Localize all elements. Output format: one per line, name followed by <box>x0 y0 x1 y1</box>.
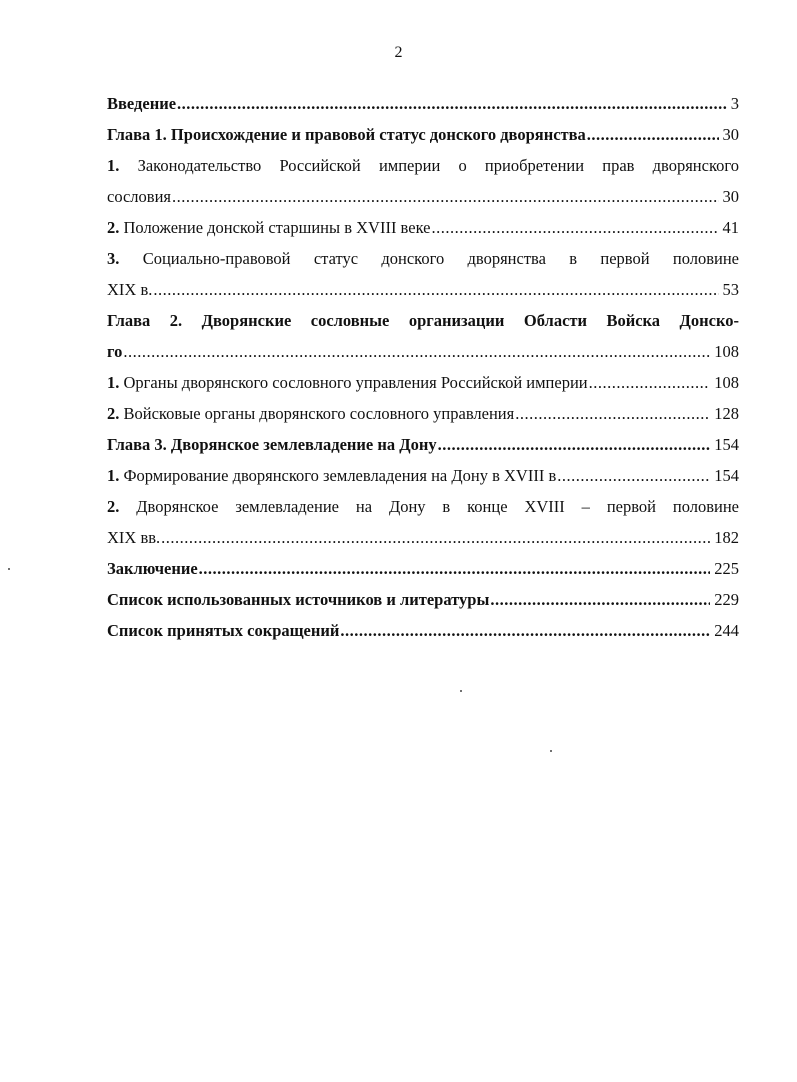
toc-entry-title: Дворянское землевладение на Дону в конце XVIII – первой половине <box>136 497 740 516</box>
toc-entry-title: Законодательство Российской империи о приобретении прав дворянского <box>137 156 739 175</box>
toc-entry-conclusion <box>107 553 739 584</box>
toc-entry-title-wrap <box>107 367 588 398</box>
section-number: 2. <box>107 218 120 237</box>
toc-entry-title: Список использованных источников и литературы <box>107 590 490 609</box>
leader-dots <box>515 398 710 429</box>
toc-entry-page: 154 <box>714 435 739 454</box>
leader-dots <box>177 88 727 119</box>
toc-entry-page: 30 <box>722 125 739 144</box>
scan-speck <box>550 750 552 752</box>
toc-entry-page: 53 <box>722 280 739 299</box>
toc-entry-chapter-3 <box>107 429 739 460</box>
toc-entry-title-continued: XIX вв. <box>107 528 161 547</box>
toc-entry-sources <box>107 584 739 615</box>
toc-entry-title-continued: XIX в. <box>107 280 153 299</box>
toc-entry-page: 41 <box>722 218 739 237</box>
leader-dots <box>589 367 711 398</box>
toc-entry-page: 244 <box>714 621 739 640</box>
toc-entry-abbreviations <box>107 615 739 646</box>
leader-dots <box>172 181 718 212</box>
toc-entry-page: 108 <box>714 342 739 361</box>
toc-entry-title: Формирование дворянского землевладения на Дону в XVIII в <box>123 466 557 485</box>
toc-entry-intro <box>107 88 739 119</box>
toc-entry-title-continued: го <box>107 342 123 361</box>
scan-speck <box>460 690 462 692</box>
toc-entry-page: 108 <box>714 373 739 392</box>
toc-entry-page: 3 <box>730 94 739 113</box>
leader-dots <box>199 553 711 584</box>
toc-entry-title: Социально-правовой статус донского дворянства в первой половине <box>142 249 739 268</box>
toc-entry-title: Глава 1. Происхождение и правовой статус донского дворянства <box>107 125 586 144</box>
toc-entry-chapter-2 <box>107 305 739 367</box>
toc-entry-page: 154 <box>714 466 739 485</box>
page-number: 2 <box>394 44 403 61</box>
toc-entry-chapter-2-section-2 <box>107 398 739 429</box>
toc-entry-line <box>107 243 739 274</box>
leader-dots <box>490 584 710 615</box>
leader-dots <box>123 336 710 367</box>
toc-entry-title: Введение <box>107 94 177 113</box>
toc-entry-chapter-1-section-2 <box>107 212 739 243</box>
section-number: 2. <box>107 497 120 516</box>
leader-dots <box>161 522 710 553</box>
toc-entry-chapter-3-section-2 <box>107 491 739 553</box>
toc-entry-title: Заключение <box>107 559 198 578</box>
toc-entry-title: Войсковые органы дворянского сословного управления <box>123 404 515 423</box>
leader-dots <box>557 460 710 491</box>
toc-entry-chapter-1 <box>107 119 739 150</box>
toc-entry-line: Глава 2. Дворянские сословные организации Области Войска Донско- <box>107 311 739 330</box>
toc-entry-title-wrap <box>107 398 514 429</box>
section-number: 1. <box>107 466 120 485</box>
toc-entry-chapter-1-section-3 <box>107 243 739 305</box>
leader-dots <box>340 615 710 646</box>
leader-dots <box>432 212 719 243</box>
toc-entry-page: 128 <box>714 404 739 423</box>
toc-entry-line <box>107 491 739 522</box>
toc-entry-title: Органы дворянского сословного управления Российской империи <box>123 373 588 392</box>
toc-entry-title-continued: сословия <box>107 187 172 206</box>
toc-entry-chapter-3-section-1 <box>107 460 739 491</box>
table-of-contents <box>107 88 739 646</box>
toc-entry-title: Глава 3. Дворянское землевладение на Дону <box>107 435 437 454</box>
section-number: 1. <box>107 373 120 392</box>
scan-speck <box>8 568 10 570</box>
toc-entry-title: Положение донской старшины в XVIII веке <box>123 218 431 237</box>
toc-entry-title: Список принятых сокращений <box>107 621 340 640</box>
section-number: 2. <box>107 404 120 423</box>
toc-entry-page: 229 <box>714 590 739 609</box>
toc-entry-title-wrap <box>107 460 556 491</box>
section-number: 3. <box>107 249 120 268</box>
toc-entry-chapter-2-section-1 <box>107 367 739 398</box>
toc-entry-page: 225 <box>714 559 739 578</box>
toc-entry-page: 30 <box>722 187 739 206</box>
leader-dots <box>587 119 719 150</box>
toc-entry-chapter-1-section-1 <box>107 150 739 212</box>
section-number: 1. <box>107 156 120 175</box>
toc-entry-title-wrap <box>107 212 431 243</box>
leader-dots <box>153 274 718 305</box>
leader-dots <box>438 429 711 460</box>
toc-entry-line <box>107 150 739 181</box>
toc-entry-page: 182 <box>714 528 739 547</box>
